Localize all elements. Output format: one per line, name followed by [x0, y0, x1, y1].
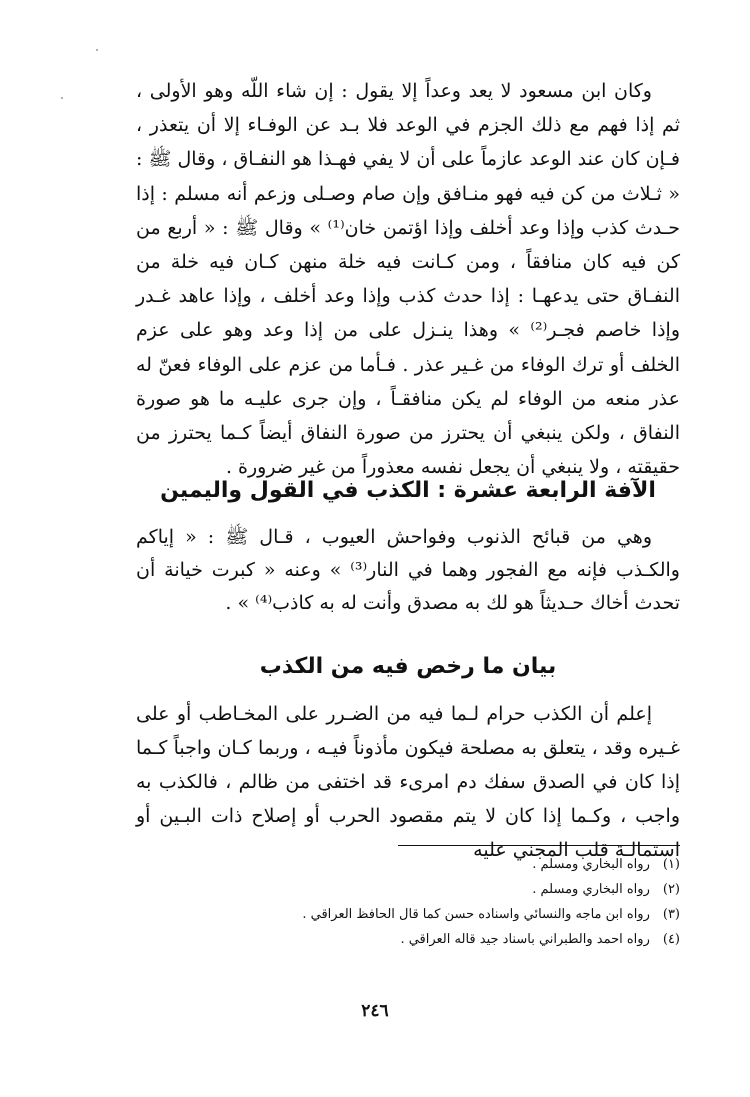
body-paragraph-3: إعلم أن الكذب حرام لـما فيه من الضـرر على المخـاطب أو على غـيره وقد ، يتعلق به مصلحة فيكون مأذوناً فيـه ، وربما كـان واجباً كـما إذا كان في الصدق سفك دم امرىء قد اختفى من ظالم ، فالكذب به واجب ، وكـما إذا كان لا يتم مقصود الحرب أو إصلاح ذات البـين أو استمالـة قلب المجني عليه [136, 703, 680, 861]
footnote-text: رواه احمد والطبراني باسناد جيد قاله العراقي . [400, 932, 650, 947]
page-number: ٢٤٦ [361, 1001, 389, 1021]
footnote-item [136, 902, 680, 927]
footnote-mark: (١) [662, 857, 680, 872]
section-heading-1: الآفة الرابعة عشرة : الكذب في القول واليمين [160, 478, 656, 503]
footnote-text: رواه البخاري ومسلم . [532, 857, 650, 872]
footnote-mark: (٢) [662, 882, 680, 897]
section-heading-2: بيان ما رخص فيه من الكذب [259, 654, 557, 679]
footnote-text: رواه ابن ماجه والنسائي واسناده حسن كما قال الحافظ العراقي . [302, 907, 650, 922]
footnote-mark: (٤) [662, 932, 680, 947]
body-paragraph-2: وهي من قبائح الذنوب وفواحش العيوب ، قـال ﷺ : « إياكم والكـذب فإنه مع الفجور وهما في النار⁽³⁾ » وعنه « كبرت خيانة أن تحدث أخاك حـديثاً هو لك به مصدق وأنت له به كاذب⁽⁴⁾ » . [136, 526, 680, 614]
footnote-mark: (٣) [662, 907, 680, 922]
footnote-item [136, 852, 680, 877]
footnotes [136, 852, 680, 952]
footnote-divider [398, 845, 680, 846]
footnote-item [136, 877, 680, 902]
scan-speck [96, 49, 98, 51]
footnote-item [136, 927, 680, 952]
scan-speck [61, 97, 63, 99]
body-paragraph-1: وكان ابن مسعود لا يعد وعداً إلا يقول : إن شاء اللّه وهو الأولى ، ثم إذا فهم مع ذلك الجزم في الوعد فلا بـد عن الوفـاء إلا أن يتعذر ، فـإن كان عند الوعد عازماً على أن لا يفي فهـذا هو النفـاق ، وقال ﷺ : « ثـلاث من كن فيه فهو منـافق وإن صام وصـلى وزعم أنه مسلم : إذا حـدث كذب وإذا وعد أخلف وإذا اؤتمن خان⁽¹⁾ » وقال ﷺ : « أربع من كن فيه كان منافقاً ، ومن كـانت فيه خلة منهن كـان فيه خلة من النفـاق حتى يدعهـا : إذا حدث كذب وإذا وعد أخلف ، وإذا عاهد غـدر وإذا خاصم فجـر⁽²⁾ » وهذا ينـزل على من إذا وعد وهو على عزم الخلف أو ترك الوفاء من غـير عذر . فـأما من عزم على الوفاء فعنّ له عذر منعه من الوفاء لم يكن منافقـاً ، وإن جرى عليـه ما هو صورة النفاق ، ولكن ينبغي أن يحترز من صورة النفاق أيضاً كـما يحترز من حقيقته ، ولا ينبغي أن يجعل نفسه معذوراً من غير ضرورة . [136, 80, 680, 479]
footnote-text: رواه البخاري ومسلم . [532, 882, 650, 897]
